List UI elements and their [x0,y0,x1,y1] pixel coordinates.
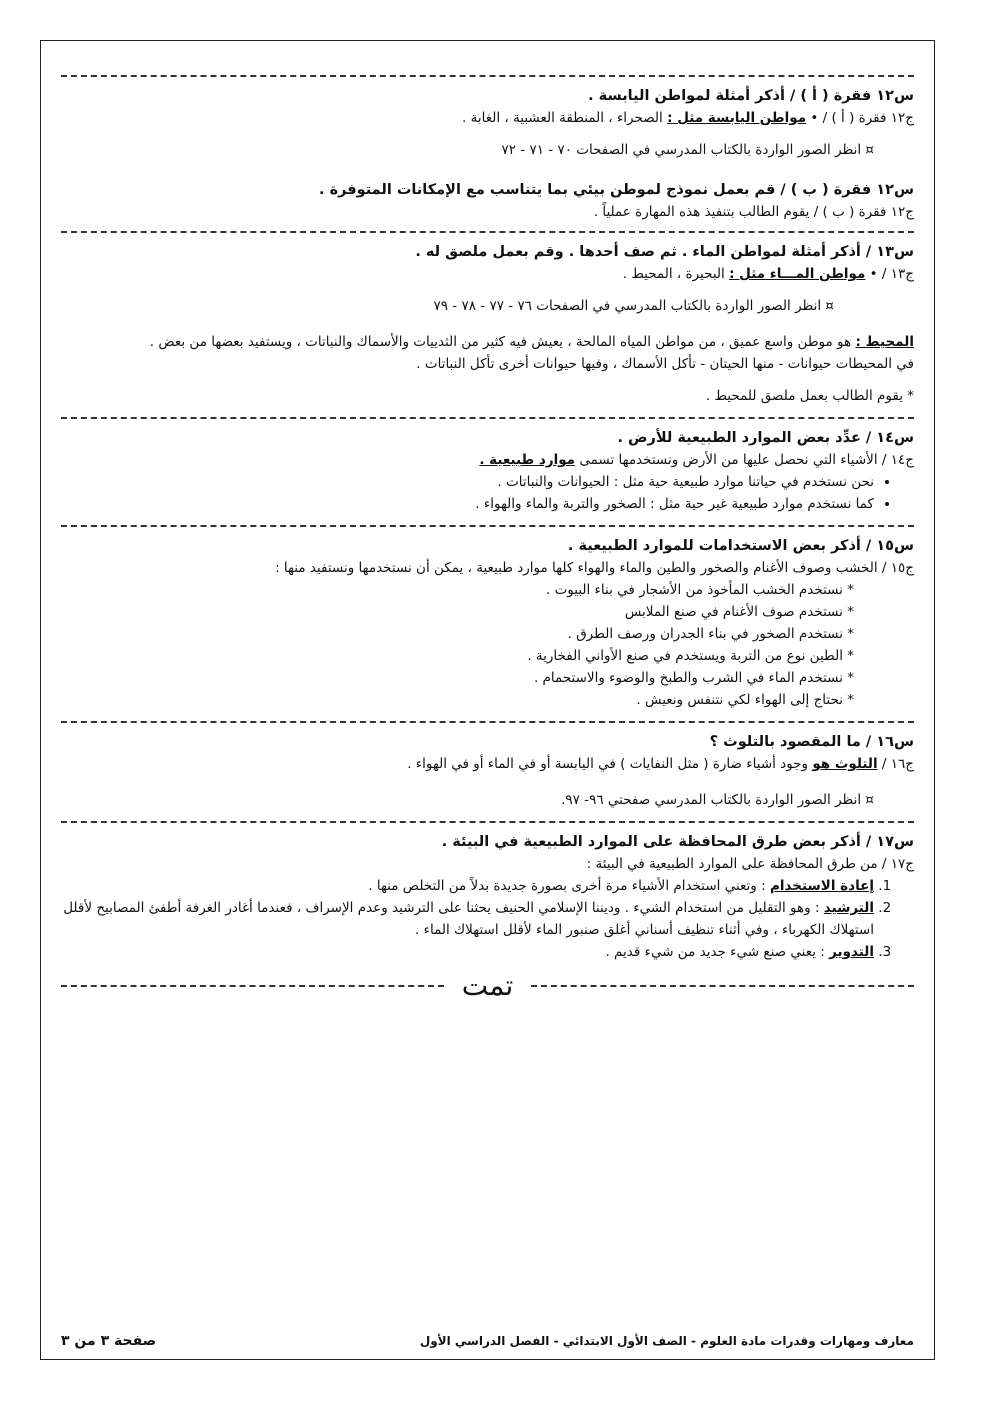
note-16: ¤ انظر الصور الواردة بالكتاب المدرسي صفحتي ٩٦- ٩٧. [561,792,874,808]
answer-16 [61,753,914,775]
answer-16-text: وجود أشياء ضارة ( مثل النفايات ) في اليابسة أو في الماء أو في الهواء . [407,756,809,772]
list-item [61,875,874,897]
separator [61,721,914,723]
question-16: س١٦ / ما المقصود بالتلوث ؟ [709,734,914,750]
list-item: • كما نستخدم موارد طبيعية غير حية مثل : الصخور والتربة والماء والهواء . [61,493,874,515]
list-15 [61,579,914,711]
answer-13-prefix: ج١٣ / • [869,266,914,282]
signature-line-right [531,985,914,987]
signature-mark: تمت [461,969,514,1002]
answer-16-prefix: ج١٦ / [881,756,914,772]
list-item [61,897,874,941]
answer-13 [61,263,914,285]
course-title: معارف ومهارات وقدرات مادة العلوم - الصف الأول الابتدائي - الفصل الدراسي الأول [419,1334,914,1348]
note-13: ¤ انظر الصور الواردة بالكتاب المدرسي في الصفحات ٧٦ - ٧٧ - ٧٨ - ٧٩ [433,298,834,314]
signature-line-left [61,985,444,987]
item-term: التدوير [829,944,874,960]
list-item: * نستخدم الصخور في بناء الجدران ورصف الطرق . [61,623,854,645]
list-item: * نستخدم الخشب المأخوذ من الأشجار في بناء البيوت . [61,579,854,601]
answer-12b: ج١٢ فقرة ( ب ) / يقوم الطالب بتنفيذ هذه المهارة عملياً . [593,204,914,220]
list-item: * نستخدم الماء في الشرب والطبخ والوضوء والاستحمام . [61,667,854,689]
item-text: : يعني صنع شيء جديد من شيء قديم . [605,944,825,960]
note-12a: ¤ انظر الصور الواردة بالكتاب المدرسي في الصفحات ٧٠ - ٧١ - ٧٢ [501,142,874,158]
question-13: س١٣ / أذكر أمثلة لمواطن الماء . ثم صف أحدها . وقم بعمل ملصق له . [415,244,914,260]
ocean-text-2: في المحيطات حيوانات - منها الحيتان - تأكل الأسماك ، وفيها حيوانات أخرى تأكل النباتات . [416,356,914,372]
question-12b: س١٢ فقرة ( ب ) / قم بعمل نموذج لموطن بيئي بما يتناسب مع الإمكانات المتوفرة . [319,182,914,198]
item-term: إعادة الاستخدام [769,878,874,894]
list-17 [61,875,914,963]
ocean-description [61,331,914,353]
ocean-term: المحيط : [855,334,914,350]
answer-15: ج١٥ / الخشب وصوف الأغنام والصخور والطين والماء والهواء كلها موارد طبيعية ، يمكن أن نستخدمها ونستفيد منها : [275,560,914,576]
page-frame [40,40,935,1360]
page-number: صفحة ٣ من ٣ [61,1333,157,1349]
footer [61,1333,914,1349]
list-item: * الطين نوع من التربة ويستخدم في صنع الأواني الفخارية . [61,645,854,667]
list-item: • نحن نستخدم في حياتنا موارد طبيعية حية مثل : الحيوانات والنباتات . [61,471,874,493]
list-item: * نستخدم صوف الأغنام في صنع الملابس [61,601,854,623]
question-15: س١٥ / أذكر بعض الاستخدامات للموارد الطبيعية . [567,538,914,554]
item-term: الترشيد [823,900,874,916]
answer-13-term: مواطن المـــاء مثل : [729,266,866,282]
answer-16-term: التلوث هو [812,756,878,772]
answer-12a-prefix: ج١٢ فقرة ( أ ) / • [810,110,914,126]
list-14 [61,471,914,515]
separator [61,525,914,527]
answer-14-term: موارد طبيعية . [479,452,576,468]
item-text: : وتعني استخدام الأشياء مرة أخرى بصورة جديدة بدلاً من التخلص منها . [368,878,766,894]
separator [61,417,914,419]
question-14: س١٤ / عدِّد بعض الموارد الطبيعية للأرض . [617,430,914,446]
question-12a: س١٢ فقرة ( أ ) / أذكر أمثلة لمواطن اليابسة . [588,88,914,104]
list-item [61,941,874,963]
separator [61,821,914,823]
answer-13-text: البحيرة ، المحيط . [622,266,725,282]
ocean-text: هو موطن واسع عميق ، من مواطن المياه المالحة ، يعيش فيه كثير من الثدييات والأسماك والنباتات ، ويستفيد بعضها من بعض . [149,334,852,350]
answer-12a-term: مواطن اليابسة مثل : [667,110,807,126]
poster-instruction: * يقوم الطالب بعمل ملصق للمحيط . [705,388,914,404]
end-signature [61,969,914,1002]
content [61,71,914,1002]
answer-17: ج١٧ / من طرق المحافظة على الموارد الطبيعية في البيئة : [586,856,914,872]
answer-14 [61,449,914,471]
list-item: * نحتاج إلى الهواء لكي نتنفس ونعيش . [61,689,854,711]
item-text: : وهو التقليل من استخدام الشيء . وديننا الإسلامي الحنيف يحثنا على الترشيد وعدم الإسراف ، فعندما أغادر الغرفة أطفئ المصابيح لأقلل استهلاك الكهرباء ، وفي أثناء تنظيف أسناني أغلق صنبور الماء لأقلل استهلاك الماء . [63,900,874,938]
separator [61,231,914,233]
answer-14-text: ج١٤ / الأشياء التي نحصل عليها من الأرض ونستخدمها تسمى [579,452,914,468]
separator [61,75,914,77]
question-17: س١٧ / أذكر بعض طرق المحافظة على الموارد الطبيعية في البيئة . [441,834,914,850]
answer-12a-text: الصحراء ، المنطقة العشبية ، الغابة . [462,110,663,126]
answer-12a [61,107,914,129]
